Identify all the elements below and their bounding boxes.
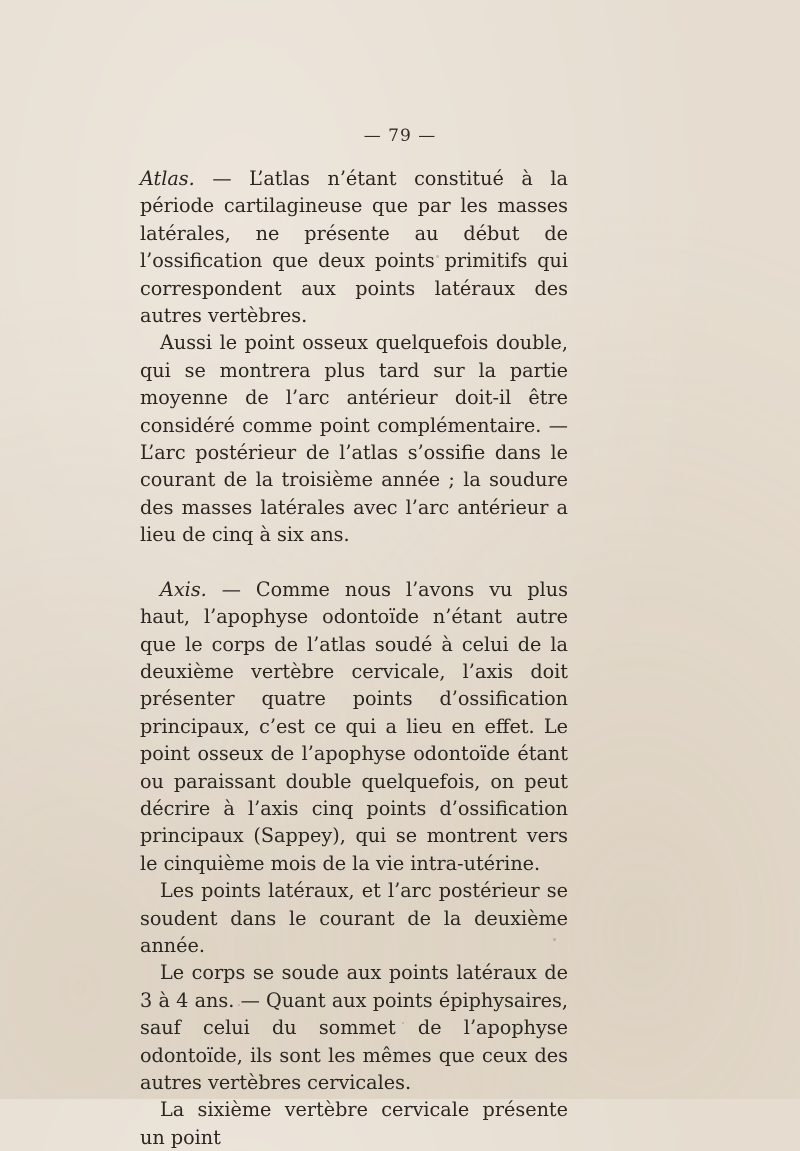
paper-spot [238,1004,240,1006]
paragraph-lateral-points: Les points latéraux, et l’arc postérieur se soudent dans le courant de la deuxième année. [140,879,568,957]
paper-spot [436,255,439,258]
paper-spot [553,938,556,941]
section-lead-axis: Axis. [160,577,207,601]
body-text [140,165,568,1151]
paragraph-axis-text: — Comme nous l’avons vu plus haut, l’apophyse odontoïde n’étant autre que le corps de l’atlas soudé à celui de la deuxième vertèbre cervicale, l’axis doit présenter quatre points d’ossification principaux, c’est ce qui a lieu en effet. Le point osseux de l’apophyse odontoïde étant ou paraissant double quelquefois, on peut décrire à l’axis cinq points d’ossification principaux (Sappey), qui se montrent vers le cinquième mois de la vie intra-utérine. [140,577,568,875]
paragraph-sixth-vertebra: La sixième vertèbre cervicale présente un point [140,1098,568,1149]
paragraph-atlas [140,165,568,329]
page-number: — 79 — [363,126,437,146]
paragraph-body-fusion: Le corps se soude aux points latéraux de 3 à 4 ans. — Quant aux points épiphysaires, sauf celui du sommet de l’apophyse odontoïde, ils sont les mêmes que ceux des autres vertèbres cervicales. [140,961,568,1094]
section-lead-atlas: Atlas. [140,167,195,190]
paragraph-axis [140,576,568,877]
paragraph-atlas-point: Aussi le point osseux quelquefois double, qui se montrera plus tard sur la partie moyenne de l’arc antérieur doit-il être considéré comme point complémentaire. — L’arc postérieur de l’atlas s’ossifie dans le courant de la troisième année ; la soudure des masses latérales avec l’arc antérieur a lieu de cinq à six ans. [140,331,568,547]
paragraph-atlas-text: — L’atlas n’étant constitué à la période cartilagineuse que par les masses latérales, ne présente au début de l’ossification que deux points primitifs qui correspondent aux points latéraux des autres vertèbres. [140,167,568,328]
paper-spot [402,1022,404,1024]
